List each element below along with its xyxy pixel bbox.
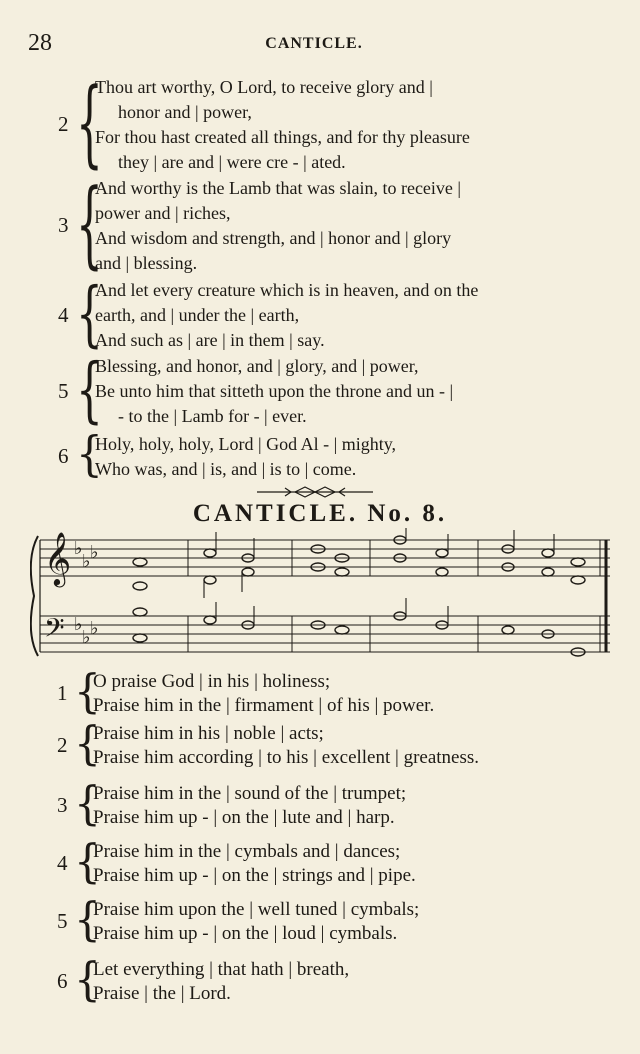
verse-line: earth, and | under the | earth, <box>95 305 300 325</box>
verse-number: 5 <box>58 378 69 403</box>
music-score <box>30 528 620 668</box>
verse-line: Praise him in the | firmament | of his | power. <box>93 695 435 716</box>
canticle-title: CANTICLE. No. 8. <box>192 500 448 527</box>
verse-number: 6 <box>57 969 68 993</box>
verse-line: Let everything | that hath | breath, <box>93 959 350 980</box>
verse-line: Praise him up - | on the | loud | cymbals. <box>93 923 398 944</box>
barlines <box>188 540 606 652</box>
note-stems <box>204 528 554 625</box>
curly-brace-icon: { <box>74 777 101 830</box>
verse-line: Praise him upon the | well tuned | cymbals; <box>93 899 420 920</box>
verse-line: Praise him up - | on the | lute and | harp. <box>93 807 395 828</box>
verse-line: For thou hast created all things, and for thy pleasure <box>95 127 470 147</box>
verse-line: Holy, holy, holy, Lord | God Al - | mighty, <box>95 434 397 454</box>
treble-clef-icon: 𝄞 <box>44 531 72 585</box>
verse-number: 5 <box>57 909 68 933</box>
curly-brace-icon: { <box>74 665 101 718</box>
verse-number: 4 <box>57 851 68 875</box>
verse-number: 1 <box>57 681 68 705</box>
verse-line: Praise him in the | sound of the | trumpet; <box>93 783 407 804</box>
verse-line: Praise him up - | on the | strings and | pipe. <box>93 865 416 886</box>
verse-line: Thou art worthy, O Lord, to receive glory and | <box>95 77 433 97</box>
bass-clef-icon: 𝄢 <box>44 612 65 650</box>
svg-text:♭: ♭ <box>90 542 99 563</box>
verse-line: honor and | power, <box>118 102 252 122</box>
verse-line: And worthy is the Lamb that was slain, to receive | <box>95 178 462 198</box>
ornament-divider <box>255 484 375 500</box>
verse-line: - to the | Lamb for - | ever. <box>118 406 307 426</box>
verse-line: power and | riches, <box>95 203 231 223</box>
curly-brace-icon: { <box>74 835 101 888</box>
system-brace <box>31 536 38 656</box>
verse-number: 3 <box>57 793 68 817</box>
svg-text:♭: ♭ <box>82 627 91 648</box>
verse-line: Praise him in the | cymbals and | dances; <box>93 841 401 862</box>
curly-brace-icon: { <box>74 893 101 946</box>
page-number: 28 <box>28 30 52 56</box>
running-head: CANTICLE. <box>265 35 363 52</box>
bass-staff <box>40 616 610 652</box>
verse-line: And such as | are | in them | say. <box>95 330 325 350</box>
svg-text:♭: ♭ <box>74 614 83 635</box>
verse-number: 4 <box>58 302 69 327</box>
verse-line: Praise him according | to his | excellent | greatness. <box>93 747 480 768</box>
curly-brace-icon: { <box>76 169 103 279</box>
curly-brace-icon: { <box>74 953 101 1006</box>
verse-line: Praise | the | Lord. <box>93 983 231 1004</box>
treble-staff <box>40 540 610 576</box>
key-signature <box>74 538 99 648</box>
verse-line: Who was, and | is, and | is to | come. <box>95 459 357 479</box>
verse-number: 3 <box>58 213 69 237</box>
verse-line: O praise God | in his | holiness; <box>93 671 331 692</box>
curly-brace-icon: { <box>76 348 103 431</box>
verse-line: Be unto him that sitteth upon the throne and un - | <box>95 381 454 401</box>
verse-line: And let every creature which is in heaven, and on the <box>95 280 479 300</box>
svg-text:♭: ♭ <box>90 618 99 639</box>
verse-number: 6 <box>58 444 69 468</box>
curly-brace-icon: { <box>76 427 103 482</box>
svg-text:♭: ♭ <box>82 551 91 572</box>
curly-brace-icon: { <box>74 717 101 770</box>
svg-text:♭: ♭ <box>74 538 83 559</box>
verse-line: Praise him in his | noble | acts; <box>93 723 324 744</box>
verse-line: they | are and | were cre - | ated. <box>118 152 346 172</box>
verse-number: 2 <box>58 112 69 136</box>
page-header <box>28 30 600 60</box>
verse-number: 2 <box>57 733 68 757</box>
verse-line: And wisdom and strength, and | honor and | glory <box>95 228 452 248</box>
curly-brace-icon: { <box>76 68 103 178</box>
curly-brace-icon: { <box>76 272 103 355</box>
notes <box>133 536 585 656</box>
verse-line: and | blessing. <box>95 253 198 273</box>
verse-line: Blessing, and honor, and | glory, and | power, <box>95 356 419 376</box>
